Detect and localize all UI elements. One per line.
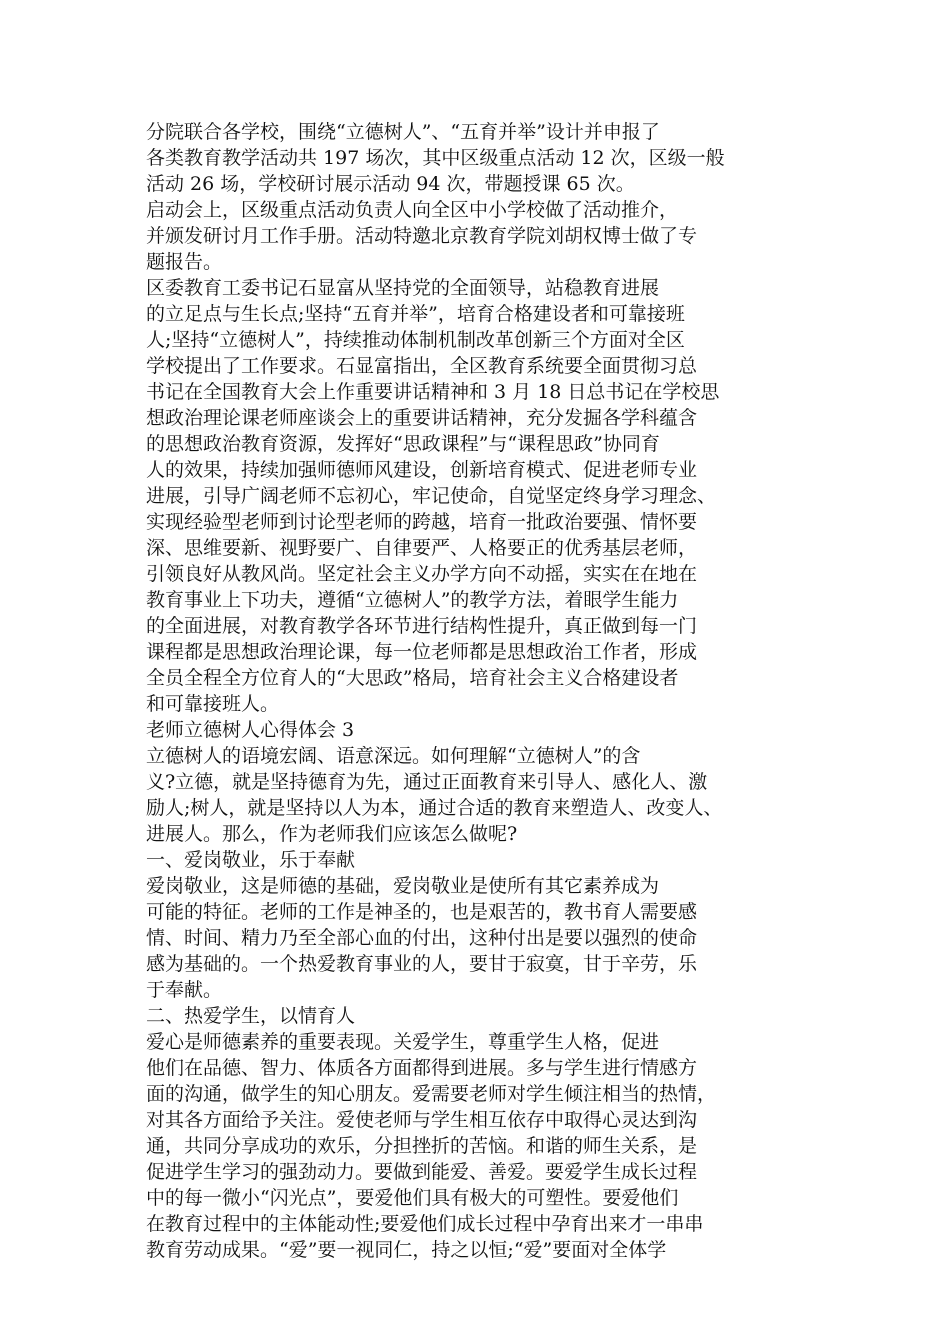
paragraph-dedication: 爱岗敬业，这是师德的基础，爱岗敬业是使所有其它素养成为 可能的特征。老师的工作是神圣的，也是艰苦的，教书育人需要感 情、时间、精力乃至全部心血的付出，这种付出是要以强烈的使命 感为基础的。一个热爱教育事业的人，要甘于寂寞，甘于辛劳，乐 于奉献。 bbox=[146, 875, 698, 1001]
paragraph-meaning-of-lide-shuren: 立德树人的语境宏阔、语意深远。如何理解“立德树人”的含 义?立德，就是坚持德育为先，通过正面教育来引导人、感化人、激 励人;树人，就是坚持以人为本，通过合适的教育来塑造人、改变人、 进展人。那么，作为老师我们应该怎么做呢? bbox=[146, 745, 723, 845]
paragraph-activities-summary: 分院联合各学校，围绕“立德树人”、“五育并举”设计并申报了 各类教育教学活动共 197 场次，其中区级重点活动 12 次，区级一般 活动 26 场，学校研讨展示活动 94 次，带题授课 65 次。 bbox=[146, 121, 725, 195]
paragraph-launch-meeting: 启动会上，区级重点活动负责人向全区中小学校做了活动推介， 并颁发研讨月工作手册。活动特邀北京教育学院刘胡权博士做了专 题报告。 bbox=[146, 199, 698, 273]
paragraph-love-students: 爱心是师德素养的重要表现。关爱学生，尊重学生人格，促进 他们在品德、智力、体质各方面都得到进展。多与学生进行情感方 面的沟通，做学生的知心朋友。爱需要老师对学生倾注相当的热情， 对其各方面给予关注。爱使老师与学生相互依存中取得心灵达到沟 通，共同分享成功的欢乐，分担挫折的苦恼。和谐的师生关系，是 促进学生学习的强劲动力。要做到能爱、善爱。要爱学生成长过程 中的每一微小“闪光点”，要爱他们具有极大的可塑性。要爱他们 在教育过程中的主体能动性;要爱他们成长过程中孕育出来才一串串 教育劳动成果。“爱”要一视同仁，持之以恒;“爱”要面对全体学 bbox=[146, 1031, 717, 1261]
section-heading-experience-3: 老师立德树人心得体会 3 bbox=[146, 719, 355, 741]
subheading-dedication: 一、爱岗敬业，乐于奉献 bbox=[146, 849, 356, 871]
paragraph-secretary-requirements: 区委教育工委书记石显富从坚持党的全面领导，站稳教育进展 的立足点与生长点;坚持“五育并举”，培育合格建设者和可靠接班 人;坚持“立德树人”，持续推动体制机制改革创新三个方面对全区 学校提出了工作要求。石显富指出，全区教育系统要全面贯彻习总 书记在全国教育大会上作重要讲话精神和 3 月 18 日总书记在学校思 想政治理论课老师座谈会上的重要讲话精神，充分发掘各学科蕴含 的思想政治教育资源，发挥好“思政课程”与“课程思政”协同育 人的效果，持续加强师德师风建设，创新培育模式、促进老师专业 进展，引导广阔老师不忘初心，牢记使命，自觉坚定终身学习理念、 实现经验型老师到讨论型老师的跨越，培育一批政治要强、情怀要 深、思维要新、视野要广、自律要严、人格要正的优秀基层老师， 引领良好从教风尚。坚定社会主义办学方向不动摇，实实在在地在 教育事业上下功夫，遵循“立德树人”的教学方法，着眼学生能力 的全面进展，对教育教学各环节进行结构性提升，真正做到每一门 课程都是思想政治理论课，每一位老师都是思想政治工作者，形成 全员全程全方位育人的“大思政”格局，培育社会主义合格建设者 和可靠接班人。 bbox=[146, 277, 720, 715]
subheading-love-students: 二、热爱学生，以情育人 bbox=[146, 1005, 356, 1027]
document-body bbox=[146, 119, 826, 1263]
